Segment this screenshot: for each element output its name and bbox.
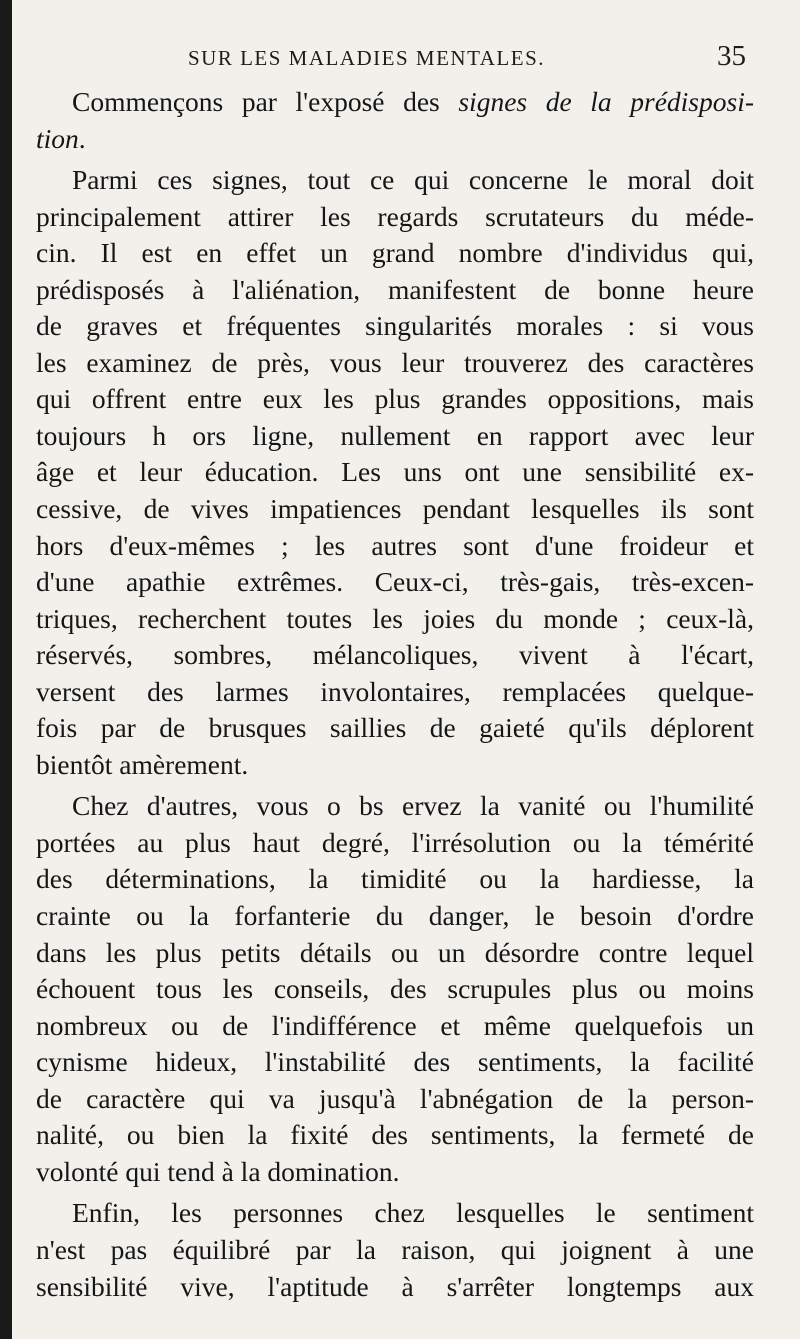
text-line: échouent tous les conseils, des scrupules plus ou moins [36,973,754,1005]
text-line: prédisposés à l'aliénation, manifestent de bonne heure [36,273,754,305]
paragraph [36,84,754,157]
text-line [36,121,754,158]
italic-text: signes de la prédisposi- [458,86,754,117]
text-line: des déterminations, la timidité ou la hardiesse, la [36,863,754,895]
text-line: qui offrent entre eux les plus grandes oppositions, mais [36,383,754,415]
text-line: nalité, ou bien la fixité des sentiments, la fermeté de [36,1119,754,1151]
page-header [12,38,800,78]
text-line: principalement attirer les regards scrutateurs du méde- [36,200,754,232]
text-line: réservés, sombres, mélancoliques, vivent à l'écart, [36,639,754,671]
text-line: fois par de brusques saillies de gaieté qu'ils déplorent [36,712,754,744]
body-text [36,84,754,1305]
text-line: volonté qui tend à la domination. [36,1155,400,1187]
text-line: d'une apathie extrêmes. Ceux-ci, très-gais, très-excen- [36,566,754,598]
text-line: dans les plus petits détails ou un désordre contre lequel [36,936,754,968]
paragraph [36,788,754,1190]
text-line: nombreux ou de l'indifférence et même quelquefois un [36,1009,754,1041]
page-number: 35 [717,40,746,72]
text-line: portées au plus haut degré, l'irrésolution ou la témérité [36,826,754,858]
text-line: Chez d'autres, vous o bs ervez la vanité ou l'humilité [72,790,754,822]
text-line: âge et leur éducation. Les uns ont une sensibilité ex- [36,456,754,488]
text-line: cin. Il est en effet un grand nombre d'individus qui, [36,237,754,269]
text-line: n'est pas équilibré par la raison, qui joignent à une [36,1233,754,1265]
line-text: Commençons par l'exposé des [72,86,459,117]
text-line: bientôt amèrement. [36,748,249,780]
italic-text: tion [36,122,79,154]
running-title: SUR LES MALADIES MENTALES. [188,46,545,70]
text-line: Parmi ces signes, tout ce qui concerne le moral doit [72,164,754,196]
book-page [12,0,800,1339]
text-line: sensibilité vive, l'aptitude à s'arrêter longtemps aux [36,1270,754,1302]
paragraph [36,1195,754,1305]
text-line: toujours h ors ligne, nullement en rapport avec leur [36,419,754,451]
text-line: les examinez de près, vous leur trouverez des caractères [36,346,754,378]
text-line: triques, recherchent toutes les joies du monde ; ceux-là, [36,602,754,634]
paragraph [36,162,754,783]
text-line: Enfin, les personnes chez lesquelles le sentiment [72,1197,754,1229]
text-line: cynisme hideux, l'instabilité des sentiments, la facilité [36,1046,754,1078]
text-line [36,84,754,121]
text-line: de graves et fréquentes singularités morales : si vous [36,310,754,342]
line-text: . [78,122,86,154]
text-line: versent des larmes involontaires, remplacées quelque- [36,675,754,707]
text-line: de caractère qui va jusqu'à l'abnégation de la person- [36,1082,754,1114]
text-line: hors d'eux-mêmes ; les autres sont d'une froideur et [36,529,754,561]
text-line: crainte ou la forfanterie du danger, le besoin d'ordre [36,900,754,932]
text-line: cessive, de vives impatiences pendant lesquelles ils sont [36,493,754,525]
